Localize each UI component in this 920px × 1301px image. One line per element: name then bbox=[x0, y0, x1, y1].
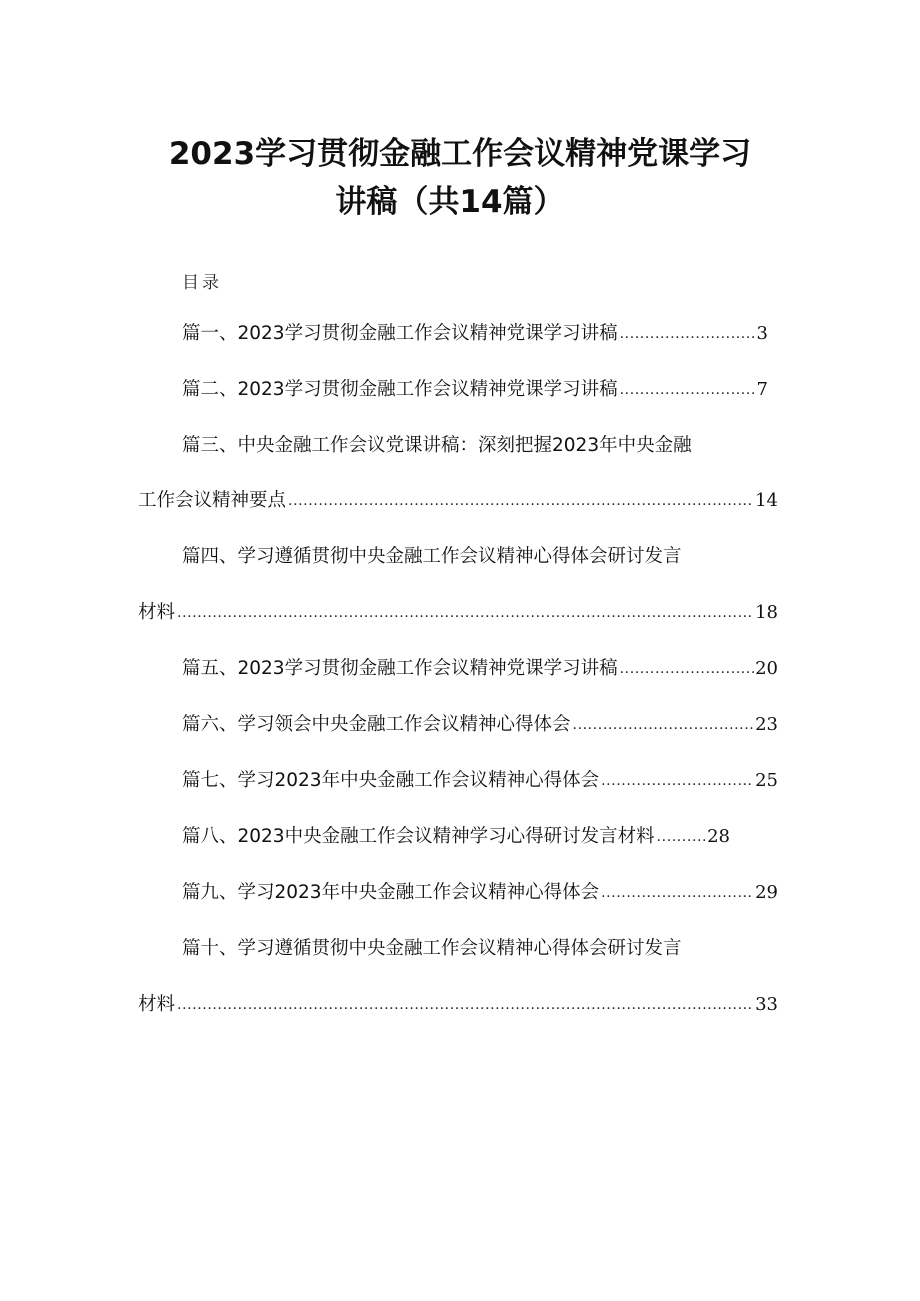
toc-entry-3-line-1[interactable] bbox=[182, 434, 782, 458]
toc-entry-9[interactable] bbox=[182, 881, 778, 905]
toc-entry-page: 28 bbox=[707, 826, 730, 847]
toc-entry-4-line-2[interactable] bbox=[138, 601, 778, 625]
toc-entry-title: 篇五、2023学习贯彻金融工作会议精神党课学习讲稿 bbox=[182, 658, 618, 679]
toc-leader-dots bbox=[620, 380, 756, 400]
toc-entry-title: 篇九、学习2023年中央金融工作会议精神心得体会 bbox=[182, 882, 600, 903]
toc-entry-title: 篇一、2023学习贯彻金融工作会议精神党课学习讲稿 bbox=[182, 323, 618, 344]
toc-entry-page: 7 bbox=[756, 379, 768, 400]
toc-leader-dots bbox=[620, 659, 755, 679]
toc-entry-title: 篇十、学习遵循贯彻中央金融工作会议精神心得体会研讨发言 bbox=[182, 938, 682, 959]
toc-entry-2[interactable] bbox=[182, 378, 768, 402]
toc-entry-title-continued: 材料 bbox=[138, 994, 176, 1015]
toc-entry-10-line-1[interactable] bbox=[182, 937, 782, 961]
toc-entry-6[interactable] bbox=[182, 713, 778, 737]
toc-leader-dots bbox=[657, 827, 707, 847]
toc-entry-title: 篇六、学习领会中央金融工作会议精神心得体会 bbox=[182, 714, 571, 735]
toc-entry-title-continued: 材料 bbox=[138, 602, 176, 623]
document-title-line-2: 讲稿（共14篇） bbox=[335, 184, 565, 220]
toc-entry-title: 篇二、2023学习贯彻金融工作会议精神党课学习讲稿 bbox=[182, 379, 618, 400]
toc-entry-1[interactable] bbox=[182, 322, 768, 346]
toc-entry-page: 18 bbox=[755, 602, 778, 623]
toc-entry-title: 篇四、学习遵循贯彻中央金融工作会议精神心得体会研讨发言 bbox=[182, 546, 682, 567]
toc-leader-dots bbox=[620, 324, 756, 344]
toc-entry-5[interactable] bbox=[182, 657, 778, 681]
toc-leader-dots bbox=[288, 491, 754, 511]
toc-leader-dots bbox=[601, 771, 754, 791]
toc-leader-dots bbox=[601, 883, 754, 903]
toc-entry-3-line-2[interactable] bbox=[138, 489, 778, 513]
document-title-line-1: 2023学习贯彻金融工作会议精神党课学习 bbox=[168, 136, 752, 172]
toc-entry-7[interactable] bbox=[182, 769, 778, 793]
toc-entry-8[interactable] bbox=[182, 825, 730, 849]
toc-leader-dots bbox=[177, 603, 754, 623]
toc-leader-dots bbox=[573, 715, 755, 735]
toc-entry-page: 3 bbox=[756, 323, 768, 344]
toc-entry-page: 33 bbox=[755, 994, 778, 1015]
toc-entry-title: 篇八、2023中央金融工作会议精神学习心得研讨发言材料 bbox=[182, 826, 655, 847]
toc-entry-title: 篇七、学习2023年中央金融工作会议精神心得体会 bbox=[182, 770, 600, 791]
toc-entry-page: 25 bbox=[755, 770, 778, 791]
toc-leader-dots bbox=[177, 995, 754, 1015]
toc-heading: 目录 bbox=[182, 273, 222, 293]
toc-entry-4-line-1[interactable] bbox=[182, 545, 782, 569]
toc-entry-page: 20 bbox=[755, 658, 778, 679]
toc-entry-page: 23 bbox=[755, 714, 778, 735]
toc-entry-page: 14 bbox=[755, 490, 778, 511]
toc-entry-title: 篇三、中央金融工作会议党课讲稿：深刻把握2023年中央金融 bbox=[182, 435, 692, 456]
toc-entry-page: 29 bbox=[755, 882, 778, 903]
toc-entry-10-line-2[interactable] bbox=[138, 993, 778, 1017]
toc-entry-title-continued: 工作会议精神要点 bbox=[138, 490, 287, 511]
